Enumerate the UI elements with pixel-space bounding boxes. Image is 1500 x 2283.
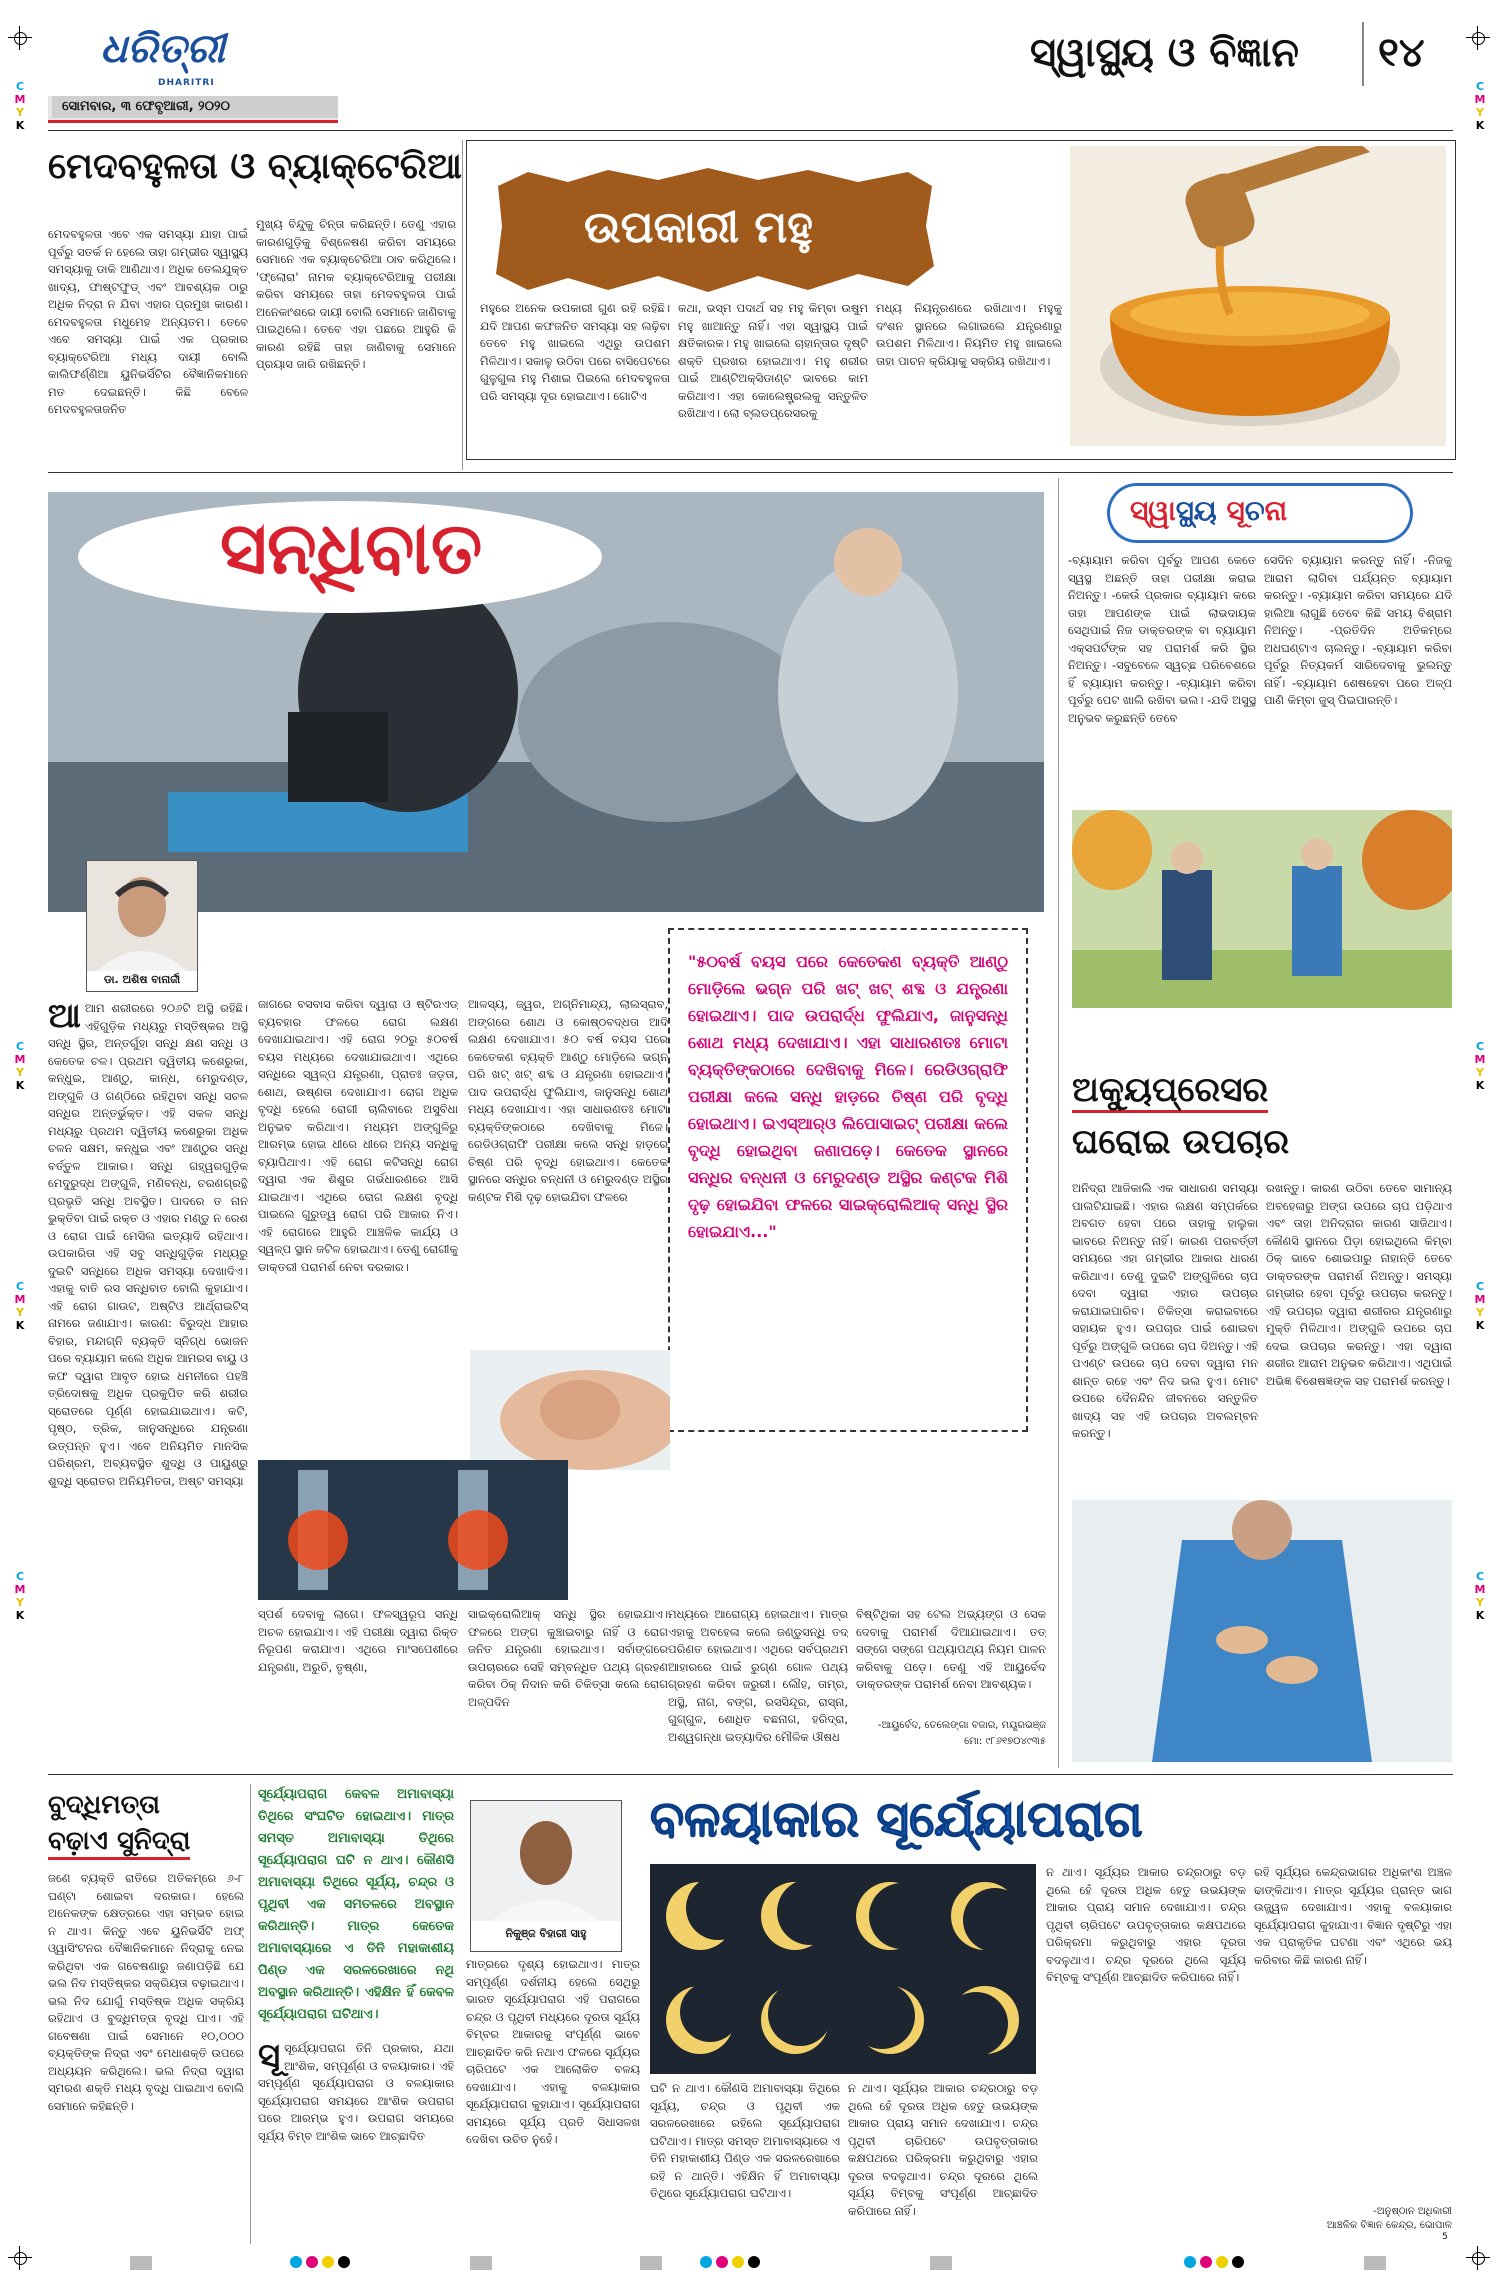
divider xyxy=(1058,478,1059,1768)
eclipse-column-e-right: ରହି ସୂର୍ଯ୍ୟର କେନ୍ଦ୍ରଭାଗର ଅଧିକାଂଶ ଅଞ୍ଚଳ ଢାଙ୍କିଥାଏ। ମାତ୍ର ସୂର୍ଯ୍ୟର ପ୍ରାନ୍ତ ଭାଗ ଉଜ୍ଜ୍ୱଳ ଦେଖାଯାଏ। ଏହାକୁ ବଳୟାକାର ସୂର୍ଯ୍ୟୋପରାଗ କୁହାଯାଏ। ବିଜ୍ଞାନ ଦୃଷ୍ଟିରୁ ଏହା ଏକ ପ୍ରାକୃତିକ ଘଟଣା ଏବଂ ଏଥିରେ ଭୟ କରିବାର କିଛି କାରଣ ନାହିଁ। xyxy=(1254,1865,1452,1967)
arthritis-column-2: ଜାଗରେ ବସବାସ କରିବା ଦ୍ୱାରା ଓ ଷ୍ଟିରଏଡ୍ ବ୍ୟବହାର ଫଳରେ ରୋଗ ଲକ୍ଷଣ ଦେଖାଯାଇଥାଏ। ଏହି ରୋଗ ୨୦ରୁ ୫୦ବର୍ଷ ବୟସ ମଧ୍ୟରେ ଦେଖାଯାଇଥାଏ। ଏଥିରେ ସନ୍ଧିରେ ସ୍ୱଳ୍ପ ଯନ୍ତ୍ରଣା, ପ୍ରାତଃ ଜଡ଼ତା, ଶୋଥ, ଉଷ୍ଣତା ଦେଖାଯାଏ। ରୋଗ ଅଧିକ ବୃଦ୍ଧି ହେଲେ ରୋଗୀ ଚାଲିବାରେ ଅସୁବିଧା ଅନୁଭବ କରିଥାଏ। ମଧ୍ୟମ ଅଙ୍ଗୁଳିରୁ ଆରମ୍ଭ ହୋଇ ଧୀରେ ଧୀରେ ଅନ୍ୟ ସନ୍ଧିକୁ ବ୍ୟାପିଥାଏ। ଏହି ରୋଗ କଟିସନ୍ଧି ରୋଗ ଦ୍ୱାରା ଏକ ଶିଶୁର ଗର୍ଭଧାରଣରେ ଆସି ଯାଇଥାଏ। ଏଥିରେ ରୋଗ ଲକ୍ଷଣ ବୃଦ୍ଧି ପାଇଲେ ଗୁରୁତ୍ୱ ରୋଗ ପରି ଆକାର ନିଏ। ଏହି ରୋଗରେ ଆହୁରି ଆଞ୍ଚଳିକ କାର୍ଯ୍ୟ ଓ ସ୍ୱଳ୍ପ ସ୍ଥାନ ଜଟିଳ ହୋଇଥାଏ। ତେଣୁ ରୋଗୀକୁ ଡାକ୍ତରୀ ପରାମର୍ଶ ନେବା ଦରକାର। xyxy=(258,997,458,1274)
registration-mark xyxy=(8,2246,32,2270)
divider xyxy=(250,1784,251,2244)
section-rule xyxy=(48,472,1453,473)
cmyk-marker: C M Y K xyxy=(14,1040,26,1092)
acupressure-title-line-2: ଘରୋଇ ଉପଚାର xyxy=(1072,1122,1290,1162)
acupressure-column-2: ରଖନ୍ତୁ। କାରଣ ଉଠିବା ତେବେ ସାମାନ୍ୟ ଅବହେଳାରୁ ଅଙ୍ଗ ଉପରେ ଚାପ ପଡ଼ିଥାଏ ଏବଂ ତାହା ଅନିଦ୍ରାର କାରଣ ସାଜିଥାଏ। କୌଣସି ସ୍ଥାନରେ ପିଡ଼ା ହୋଇଥିଲେ କିମ୍ବା ଠିକ୍ ଭାବେ ଶୋଇପାରୁ ନାହାନ୍ତି ତେବେ ଡାକ୍ତରଙ୍କ ପରାମର୍ଶ ନିଅନ୍ତୁ। ସମସ୍ୟା ଗମ୍ଭୀର ହେବା ପୂର୍ବରୁ ଉପଚାର କରନ୍ତୁ। ଏହି ଉପଚାର ଦ୍ୱାରା ଶରୀରର ଯନ୍ତ୍ରଣାରୁ ମୁକ୍ତି ମିଳିଥାଏ। ଅଙ୍ଗୁଳି ଉପରେ ଚାପ ଦେଇ ଉପଚାର କରନ୍ତୁ। ଏହା ଦ୍ୱାରା ଶରୀର ଆରାମ ଅନୁଭବ କରିଥାଏ। ଏଥିପାଇଁ ଅଭିଜ୍ଞ ବିଶେଷଜ୍ଞଙ୍କ ସହ ପରାମର୍ଶ କରନ୍ତୁ। xyxy=(1266,1181,1452,1388)
masthead xyxy=(48,22,348,104)
back-massage-illustration xyxy=(1072,1500,1452,1762)
color-registration-strip xyxy=(290,2256,350,2270)
honey-column-3: ମଧ୍ୟ ନିୟନ୍ତ୍ରଣରେ ରଖିଥାଏ। ମହୁକୁ ଦଂଶନ ସ୍ଥାନରେ ଲଗାଇଲେ ଯନ୍ତ୍ରଣାରୁ ଉପଶମ ମିଳିଥାଏ। ନିୟମିତ ମହୁ ଖାଇଲେ ତାହା ପାଚନ କ୍ରିୟାକୁ ସକ୍ରିୟ ରଖିଥାଏ। xyxy=(876,301,1062,368)
grey-patch xyxy=(1364,2256,1386,2270)
honey-headline-banner xyxy=(488,166,938,296)
arthritis-column-1: ଆ ଆମ ଶରୀରରେ ୨୦୬ଟି ଅସ୍ଥି ରହିଛି। ଏହିଗୁଡ଼ିକ ମଧ୍ୟରୁ ମସ୍ତିଷ୍କର ଅସ୍ଥି ସନ୍ଧି ସ୍ଥିର, ଅନ୍ତର୍ଗୁହା ସନ୍ଧି କ୍ଷଣ ସନ୍ଧି ଓ କେତେକ ଚଳ। ପ୍ରଥମ ଦ୍ୱିତୀୟ କଶେରୁକା, କନ୍ଧୁଇ, ଆଣ୍ଠୁ, କାନ୍ଧ, ମେରୁଦଣ୍ଡ, ଅଙ୍ଗୁଳି ଓ ଗଣ୍ଠିରେ ରହିଥିବା ସନ୍ଧି ସଚଳ ସନ୍ଧିର ଅନ୍ତର୍ଭୁକ୍ତ। ଏହି ସକଳ ସନ୍ଧି ମଧ୍ୟରୁ ପ୍ରଥମ ଦ୍ୱିତୀୟ କଶେରୁକା ଅଧିକ ଚଳନ ସକ୍ଷମ, କନ୍ଧୁଇ ଏବଂ ଆଣ୍ଠୁର ସନ୍ଧି ବର୍ତ୍ତୁଳ ଆକାର। ସନ୍ଧି ଗହ୍ୱରଗୁଡ଼ିକ ମେଦୁରୁଦ୍ଧ ଅଙ୍ଗୁଳି, ମଣିବନ୍ଧ, ଚରଣଗ୍ରନ୍ଥି ପ୍ରଭୃତି ସନ୍ଧି ଅବସ୍ଥିତ। ପାଦରେ ତ ନାନ ଭୁକ୍ତିବା ପାଇଁ ରକ୍ତ ଓ ଏହାର ମଣ୍ଡୁ ନ ରେଶ ଓ ରୋଗ ପାଇଁ ମେସିଲ ଇତ୍ୟାଦି ରହିଥାଏ। ଉପକାରିତା ଏହି ସବୁ ସନ୍ଧିଗୁଡ଼ିକ ମଧ୍ୟରୁ ଦୁଇଟି ସନ୍ଧିରେ ଅଧିକ ସମସ୍ୟା ଦେଖାଦିଏ। ଏହାକୁ ବାତି ରସ ସନ୍ଧିବାତ ବୋଲି କୁହାଯାଏ। ଏହି ରୋଗ ଗାଉଟ, ଅଷ୍ଟିଓ ଆର୍ଥ୍ରାଇଟିସ୍ ନାମରେ ଜଣାଯାଏ। କାରଣ: ବିରୁଦ୍ଧ ଆହାର ବିହାର, ମନ୍ଦାଗ୍ନି ବ୍ୟକ୍ତି ସ୍ନିଗ୍ଧ ଭୋଜନ ପରେ ବ୍ୟାୟାମ କଲେ ଅଧିକ ଆମରସ ବାୟୁ ଓ କଫ ଦ୍ୱାରା ଆବୃତ ହୋଇ ଧମନୀରେ ପହଞ୍ଚି ତ୍ରିଦୋଷକୁ ଅଧିକ ପ୍ରକୁପିତ କରି ଶରୀର ସ୍ରୋତରେ ପୂର୍ଣ୍ଣ ହୋଇଯାଇଥାଏ। କଟି, ପୃଷ୍ଠ, ତ୍ରିକ, ଜାନୁସନ୍ଧିରେ ଯନ୍ତ୍ରଣା ଉତ୍ପନ୍ନ ହୁଏ। ଏବେ ଅନିୟମିତ ମାନସିକ ପରିଶ୍ରମ, ଅବ୍ୟବସ୍ଥିତ ଶୁଦ୍ଧି ଓ ପାୟୁଶ୍ରୁ ଶୁଦ୍ଧି ସ୍ରୋତର ଅନିୟମିତତା, ଅଷ୍ଟ ସମସ୍ୟା xyxy=(48,1000,248,1488)
acupressure-title-line-1: ଅକ୍ୟୁପ୍ରେସର xyxy=(1072,1070,1268,1113)
intelligence-body: ଜଣେ ବ୍ୟକ୍ତି ରାତିରେ ଅତିକମ୍‌ରେ ୬-୮ ଘଣ୍ଟା ଶୋଇବା ଦରକାର। ହେଲେ ଅନେକଙ୍କ କ୍ଷେତ୍ରରେ ଏହା ସମ୍ଭବ ହୋଇ ନ ଥାଏ। କିନ୍ତୁ ଏବେ ୟୁନିଭର୍ସିଟି ଅଫ୍ ଓ୍ୱାସିଂଟନର ବୈଜ୍ଞାନିକମାନେ ନିଦ୍ରାକୁ ନେଇ କରିଥିବା ଏକ ଗବେଷଣାରୁ ଜଣାପଡ଼ିଛି ଯେ ଭଲ ନିଦ ମସ୍ତିଷ୍କର ସକ୍ରିୟତା ବଢ଼ାଇଥାଏ। ଭଲ ନିଦ ଯୋଗୁଁ ମସ୍ତିଷ୍କ ଅଧିକ ସକ୍ରିୟ ରହିଥାଏ ଓ ବୁଦ୍ଧିମତ୍ତା ବୃଦ୍ଧି ପାଏ। ଏହି ଗବେଷଣା ପାଇଁ ସେମାନେ ୧୦,୦୦୦ ବ୍ୟକ୍ତିଙ୍କ ନିଦ୍ରା ଏବଂ ମେଧାଶକ୍ତି ଉପରେ ଅଧ୍ୟୟନ କରିଥିଲେ। ଭଲ ନିଦ୍ରା ଦ୍ୱାରା ସ୍ମରଣ ଶକ୍ତି ମଧ୍ୟ ବୃଦ୍ଧି ପାଇଥାଏ ବୋଲି ସେମାନେ କହିଛନ୍ତି। xyxy=(48,1871,244,2113)
eclipse-highlight: ସୂର୍ଯ୍ୟୋପରାଗ କେବଳ ଅମାବାସ୍ୟା ତିଥିରେ ସଂଘଟିତ ହୋଇଥାଏ। ମାତ୍ର ସମସ୍ତ ଅମାବାସ୍ୟା ତିଥିରେ ସୂର୍ଯ୍ୟୋପରାଗ ଘଟି ନ ଥାଏ। କୌଣସି ଅମାବାସ୍ୟା ତିଥିରେ ସୂର୍ଯ୍ୟ, ଚନ୍ଦ୍ର ଓ ପୃଥିବୀ ଏକ ସମତଳରେ ଅବସ୍ଥାନ କରିଥାନ୍ତି। ମାତ୍ର କେତେକ ଅମାବାସ୍ୟାରେ ଏ ତିନି ମହାକାଶୀୟ ପିଣ୍ଡ ଏକ ସରଳରେଖାରେ ନଥି ଅବସ୍ଥାନ କରିଥାନ୍ତି। ଏହିକ୍ଷିନ ହିଁ କେବଳ ସୂର୍ଯ୍ୟୋପରାଗ ଘଟିଥାଏ। xyxy=(258,1787,454,2022)
eclipse-column-a: ସୂ ସୂର୍ଯ୍ୟୋପରାଗ ତିନି ପ୍ରକାର, ଯଥା ଆଂଶିକ, ସମ୍ପୂର୍ଣ୍ଣ ଓ ବଳୟାକାର। ଏହି ସମ୍ପୂର୍ଣ୍ଣ ସୂର୍ଯ୍ୟୋପରାଗ ଓ ବଳୟାକାର ସୂର୍ଯ୍ୟୋପରାଗ ସମୟରେ ଆଂଶିକ ଉପରାଗ ପରେ ଆରମ୍ଭ ହୁଏ। ଉପରାଗ ସମୟରେ ସୂର୍ଯ୍ୟ ବିମ୍ବ ଆଂଶିକ ଭାବେ ଆଚ୍ଛାଦିତ xyxy=(258,2040,454,2143)
page-number: ୧୪ xyxy=(1378,30,1425,76)
eclipse-column-b: ମାତ୍ରରେ ଦୃଶ୍ୟ ହୋଇଥାଏ। ମାତ୍ର ସମ୍ପୂର୍ଣ୍ଣ ଦର୍ଶନୀୟ ହେଲେ ସେଥିରୁ ଭାରତ ସୂର୍ଯ୍ୟୋପରାଗ ଏହି ପରାଗରେ ଚନ୍ଦ୍ର ଓ ପୃଥିବୀ ମଧ୍ୟରେ ଦୂରତା ସୂର୍ଯ୍ୟ ବିମ୍ବର ଆକାରକୁ ସଂପୂର୍ଣ୍ଣ ଭାବେ ଆଚ୍ଛାଦିତ କରି ନଥାଏ ଫଳରେ ସୂର୍ଯ୍ୟର ଚାରିପଟେ ଏକ ଆଲୋକିତ ବଳୟ ଦେଖାଯାଏ। ଏହାକୁ ବଳୟାକାର ସୂର୍ଯ୍ୟୋପରାଗ କୁହାଯାଏ। ସୂର୍ଯ୍ୟୋପରାଗ ସମୟରେ ସୂର୍ଯ୍ୟ ପ୍ରତି ସିଧାସଳଖ ଦେଖିବା ଉଚିତ ନୁହେଁ। xyxy=(466,1957,640,2146)
grey-patch xyxy=(130,2256,152,2270)
pull-quote: "୫୦ବର୍ଷ ବୟସ ପରେ କେତେକଣ ବ୍ୟକ୍ତି ଆଣ୍ଠୁ ମୋଡ଼ିଲେ ଭଗ୍ନ ପରି ଖଟ୍ ଖଟ୍ ଶବ୍ଦ ଓ ଯନ୍ତ୍ରଣା ହୋଇଥାଏ। ପାଦ ଉପରାର୍ଦ୍ଧ ଫୁଲିଯାଏ, ଜାନୁସନ୍ଧି ଶୋଥ ମଧ୍ୟ ଦେଖାଯାଏ। ଏହା ସାଧାରଣତଃ ମୋଟା ବ୍ୟକ୍ତିଙ୍କଠାରେ ଦେଖିବାକୁ ମିଳେ। ରେଡିଓଗ୍ରାଫି ପରୀକ୍ଷା କଲେ ସନ୍ଧି ହାଡ଼ରେ ଚିଷ୍ଣ ପରି ବୃଦ୍ଧି ହୋଇଥାଏ। ଇଏସ୍‌ଆର୍‌ଓ ଲିପୋସାଇଟ୍ ପରୀକ୍ଷା କଲେ ବୃଦ୍ଧି ହୋଇଥିବା ଜଣାପଡ଼େ। କେତେକ ସ୍ଥାନରେ ସନ୍ଧିର ବନ୍ଧନୀ ଓ ମେରୁଦଣ୍ଡ ଅସ୍ଥିର କଣ୍ଟକ ମିଶି ଦୃଢ଼ ହୋଇଯିବା ଫଳରେ ସାଇକ୍ରୋଲିଆକ୍ ସନ୍ଧି ସ୍ଥିର ହୋଇଯାଏ..." xyxy=(688,952,1008,1241)
arthritis-phone: ମୋ: ୯୮୬୧୭୦୪୯୩୫ xyxy=(964,1736,1046,1747)
acupressure-column-1: ଅନିଦ୍ରା ଆଜିକାଲି ଏକ ସାଧାରଣ ସମସ୍ୟା ପାଲଟିଯାଇଛି। ଏହାର ଲକ୍ଷଣ ସମ୍ପର୍କରେ ଅବଗତ ହେବା ପରେ ତାହାକୁ ହାଲୁକା ଭାବରେ ନିଅନ୍ତୁ ନାହିଁ। କାରଣ ପରବର୍ତ୍ତୀ ସମୟରେ ଏହା ଗମ୍ଭୀର ଆକାର ଧାରଣ କରିଥାଏ। ତେଣୁ ଦୁଇଟି ଅଙ୍ଗୁଳିରେ ଚାପ ଦେବା ଦ୍ୱାରା ଏହାର ଉପଚାର କରାଯାଇପାରିବ। ଚିକିତ୍ସା କରାଇବାରେ ସହାୟକ ହୁଏ। ଉପଚାର ପାଇଁ ଶୋଇବା ପୂର୍ବରୁ ଅଙ୍ଗୁଳି ଉପରେ ଚାପ ଦିଅନ୍ତୁ। ଏହି ପଏଣ୍ଟ ଉପରେ ଚାପ ଦେବା ଦ୍ୱାରା ମନ ଶାନ୍ତ ରହେ ଏବଂ ନିଦ ଭଲ ହୁଏ। ମୋଟ ଉପରେ ଦୈନନ୍ଦିନ ଜୀବନରେ ସନ୍ତୁଳିତ ଖାଦ୍ୟ ସହ ଏହି ଉପଚାର ଅବଲମ୍ବନ କରନ୍ତୁ। xyxy=(1072,1181,1258,1440)
eclipse-author-name: ନିକୁଞ୍ଜ ବିହାରୀ ସାହୁ xyxy=(505,1927,587,1940)
arthritis-byline: -ଆୟୁର୍ବେଦ, ତେଲେଙ୍ଗା ବଜାର, ମୟୂରଭଞ୍ଜ xyxy=(877,1720,1046,1731)
knee-photo xyxy=(470,1350,670,1470)
dropcap: ସୂ xyxy=(258,2040,281,2076)
author-name: ଡା. ଅଶିଷ ବାନାର୍ଜୀ xyxy=(103,973,181,986)
eclipse-column-c: ଘଟି ନ ଥାଏ। କୌଣସି ଅମାବାସ୍ୟା ତିଥିରେ ସୂର୍ଯ୍ୟ, ଚନ୍ଦ୍ର ଓ ପୃଥିବୀ ଏକ ସରଳରେଖାରେ ରହିଲେ ସୂର୍ଯ୍ୟୋପରାଗ ଘଟିଥାଏ। ମାତ୍ର ସମସ୍ତ ଅମାବାସ୍ୟାରେ ଏ ତିନି ମହାକାଶୀୟ ପିଣ୍ଡ ଏକ ସରଳରେଖାରେ ରହି ନ ଥାନ୍ତି। ଏହିକ୍ଷିନ ହିଁ ଅମାବାସ୍ୟା ତିଥିରେ ସୂର୍ଯ୍ୟୋପରାଗ ଘଟିଥାଏ। xyxy=(650,2081,840,2200)
author-photo-frame xyxy=(86,860,198,992)
obesity-column-1: ମେଦବହୁଳତା ଏବେ ଏକ ସମସ୍ୟା ଯାହା ପାଇଁ ପୂର୍ବରୁ ସତର୍କ ନ ହେଲେ ତାହା ଗମ୍ଭୀର ସ୍ୱାସ୍ଥ୍ୟ ସମସ୍ୟାକୁ ଡାକି ଆଣିଥାଏ। ଅଧିକ ତେଲଯୁକ୍ତ ଖାଦ୍ୟ, ଫାଷ୍ଟଫୁଡ୍ ଏବଂ ଆବଶ୍ୟକ ଠାରୁ ଅଧିକ ନିଦ୍ରା ନ ଯିବା ଏହାର ପ୍ରମୁଖ କାରଣ। ମେଦବହୁଳତା ମଧୁମେହ ଅନ୍ୟତମ। ତେବେ ଏବେ ସମସ୍ୟା ପାଇଁ ଏକ ପ୍ରକାର ବ୍ୟାକ୍ଟେରିଆ ମଧ୍ୟ ଦାୟୀ ବୋଲି କାଲିଫର୍ଣ୍ଣିଆ ୟୁନିଭର୍ସିଟିର ବୈଜ୍ଞାନିକମାନେ ମତ ଦେଇଛନ୍ତି। କିଛି ବେଳେ ମେଦବହୁଳତାଜନିତ xyxy=(48,227,248,416)
obesity-headline: ମେଦବହୁଳତା ଓ ବ୍ୟାକ୍ଟେରିଆ xyxy=(48,146,462,187)
health-tips-header xyxy=(1110,486,1410,540)
registration-mark xyxy=(8,26,32,50)
arthritis-headline: ସନ୍ଧିବାତ xyxy=(220,506,483,590)
honey-column-2: କଥା, ଭସ୍ମ ପଦାର୍ଥ ସହ ମହୁ କିମ୍ବା ଉଷୁମ ମହୁ ଖାଆନ୍ତୁ ନାହିଁ। ଏହା ସ୍ୱାସ୍ଥ୍ୟ ପାଇଁ କ୍ଷତିକାରକ। ମହୁ ଖାଇଲେ ଚାହାନ୍ତାର ଦୃଷ୍ଟି ଶକ୍ତି ପ୍ରଖର ହୋଇଥାଏ। ମହୁ ଶରୀର ପାଇଁ ଆଣ୍ଟିଅକ୍ସିଡାଣ୍ଟ ଭାବରେ କାମ କରିଥାଏ। ଏହା କୋଲେଷ୍ଟ୍ରଲକୁ ସନ୍ତୁଳିତ ରଖିଥାଏ। ଲୋ ବ୍ଲଡପ୍ରେସରକୁ xyxy=(678,301,868,420)
honey-column-1: ମହୁରେ ଅନେକ ଉପକାରୀ ଗୁଣ ରହି ରହିଛି। ଯଦି ଆପଣ କଫଜନିତ ସମସ୍ୟା ସହ ଲଢ଼ିବା ତେବେ ମହୁ ଖାଇଲେ ଏଥିରୁ ଉପଶମ ମିଳିଥାଏ। ସକାଳୁ ଉଠିବା ପରେ ବାସିପେଟରେ ଗୁଳୁଗୁଳା ମହୁ ମିଶାଇ ପିଇଲେ ମେଦବହୁଳତା ପରି ସମସ୍ୟା ଦୂର ହୋଇଥାଏ। ଗୋଟିଏ xyxy=(480,301,670,403)
acupressure-header xyxy=(1072,1070,1402,1172)
arthritis-headline-shape xyxy=(70,492,610,622)
divider xyxy=(1362,22,1364,86)
issue-date: ସୋମବାର, ୩ ଫେବୃଆରୀ, ୨୦୨୦ xyxy=(62,99,230,114)
honey-headline: ଉପକାରୀ ମହୁ xyxy=(584,202,813,253)
eclipse-column-e-left: ନ ଥାଏ। ସୂର୍ଯ୍ୟର ଆକାର ଚନ୍ଦ୍ରଠାରୁ ବଡ଼ ଥିଲେ ହେଁ ଦୂରତା ଅଧିକ ହେତୁ ଉଭୟଙ୍କ ଆକାର ପ୍ରାୟ ସମାନ ଦେଖାଯାଏ। ଚନ୍ଦ୍ର ପୃଥିବୀ ଚାରିପଟେ ଉପବୃତ୍ତାକାର କକ୍ଷପଥରେ ପରିକ୍ରମା କରୁଥିବାରୁ ଏହାର ଦୂରତା ବଦଳୁଥାଏ। ଚନ୍ଦ୍ର ଦୂରରେ ଥିଲେ ସୂର୍ଯ୍ୟ ବିମ୍ବକୁ ସଂପୂର୍ଣ୍ଣ ଆଚ୍ଛାଦିତ କରିପାରେ ନାହିଁ। xyxy=(1046,1865,1246,1984)
cmyk-marker: C M Y K xyxy=(1474,1570,1486,1622)
health-tips-title: ସ୍ୱାସ୍ଥ୍ୟ ସୂଚନା xyxy=(1130,494,1288,527)
arthritis-column-5: ସାଇକ୍ରୋଲିଆକ୍ ସନ୍ଧି ସ୍ଥିର ହୋଇଯାଏ। ଫଳରେ ଅଙ୍ଗ କୁଞ୍ଚାଇବାରୁ ନାହିଁ ଓ ରୋଗ ଜନିତ ଯନ୍ତ୍ରଣା ହୋଇଥାଏ। ସର୍ବାଙ୍ଗରେ ଉପଚାରରେ ସେହି ସମ୍ବନ୍ଧିତ ପଥ୍ୟ ଗ୍ରହଣ କରିବା ଠିକ୍ ନିଦାନ କରି ଚିକିତ୍ସା କଲେ ରୋଗ ଅଳ୍ପଦିନ xyxy=(468,1607,668,1709)
eclipse-author-frame xyxy=(470,1800,622,1952)
registration-mark xyxy=(1466,2246,1490,2270)
cmyk-marker: C M Y K xyxy=(1474,1040,1486,1092)
color-registration-strip xyxy=(1184,2256,1244,2270)
honey-photo xyxy=(1070,146,1446,446)
eclipse-column-d: ନ ଥାଏ। ସୂର୍ଯ୍ୟର ଆକାର ଚନ୍ଦ୍ରଠାରୁ ବଡ଼ ଥିଲେ ହେଁ ଦୂରତା ଅଧିକ ହେତୁ ଉଭୟଙ୍କ ଆକାର ପ୍ରାୟ ସମାନ ଦେଖାଯାଏ। ଚନ୍ଦ୍ର ପୃଥିବୀ ଚାରିପଟେ ଉପବୃତ୍ତାକାର କକ୍ଷପଥରେ ପରିକ୍ରମା କରୁଥିବାରୁ ଏହାର ଦୂରତା ବଦଳୁଥାଏ। ଚନ୍ଦ୍ର ଦୂରରେ ଥିଲେ ସୂର୍ଯ୍ୟ ବିମ୍ବକୁ ସଂପୂର୍ଣ୍ଣ ଆଚ୍ଛାଦିତ କରିପାରେ ନାହିଁ। xyxy=(848,2081,1038,2218)
knee-illustration xyxy=(470,1350,670,1470)
seniors-exercising-illustration xyxy=(1072,810,1452,1008)
dropcap: ଆ xyxy=(48,1000,81,1036)
logo: ଧରିତ୍ରୀ xyxy=(100,26,225,72)
color-registration-strip xyxy=(700,2256,760,2270)
cmyk-marker: C M Y K xyxy=(1474,1280,1486,1332)
section-title: ସ୍ୱାସ୍ଥ୍ୟ ଓ ବିଜ୍ଞାନ xyxy=(1030,30,1299,76)
grey-patch xyxy=(640,2256,662,2270)
arthritis-column-6: ମଧ୍ୟରେ ଆରୋଗ୍ୟ ହୋଇଥାଏ। ମାତ୍ର ଏହାକୁ ଅବହେଳା କଲେ ଜଣ୍ଡୁସନ୍ଧି ତଦ୍ ପରିଣତ ହୋଇଥାଏ। ଏଥିରେ ସର୍ବପ୍ରଥମ ଆହାରରେ ପାଇଁ ରୁଗ୍ଣ ଗୋଳ ପଥ୍ୟ ଗ୍ରହଣ କରିବା ଜରୁରୀ। ଲୌହ, ତାମ୍ର, ଅସ୍ଥି, ନାଗ, ବଙ୍ଗ, ରସସିନ୍ଦୂର, ରାସ୍ନା, ଗୁଗ୍ଗୁଳ, ଶୋଧିତ ବଛନାଗ, ହରିଦ୍ରା, ଅଶ୍ୱଗନ୍ଧା ଇତ୍ୟାଦିର ମୌଳିକ ଔଷଧ xyxy=(668,1607,848,1744)
park-exercise-photo xyxy=(1072,810,1452,1008)
honey-bowl-illustration xyxy=(1070,146,1446,446)
back-treatment-photo xyxy=(1072,1500,1452,1762)
page-mark: 5 xyxy=(1442,2232,1448,2242)
xray-photo xyxy=(258,1460,568,1600)
eclipse-headline: ବଳୟାକାର ସୂର୍ଯ୍ୟୋପରାଗ xyxy=(650,1790,1143,1848)
arthritis-column-7: ବିଷ୍ଟିଥିକା ସହ ଟେଲ ଅଭ୍ୟଙ୍ଗ ଓ ସେକ ଦେବାକୁ ପରାମର୍ଶ ଦିଆଯାଇଥାଏ। ତତ୍ ସଙ୍ଗେ ସଙ୍ଗେ ପଥ୍ୟାପଥ୍ୟ ନିୟମ ପାଳନ କରିବାକୁ ପଡ଼େ। ତେଣୁ ଏହି ଆୟୁର୍ବେଦ ଡାକ୍ତରଙ୍କ ପରାମର୍ଶ ନେବା ଆବଶ୍ୟକ। xyxy=(856,1607,1046,1691)
section-rule xyxy=(48,1774,1453,1775)
arthritis-column-3: ଆଳସ୍ୟ, ଜ୍ୱର, ଅଗ୍ନିମାନ୍ଦ୍ୟ, ଲାଲସ୍ରାବ, ଅଙ୍ଗରେ ଶୋଥ ଓ କୋଷ୍ଠବଦ୍ଧତା ଆଦି ଲକ୍ଷଣ ଦେଖାଯାଏ। ୫୦ ବର୍ଷ ବୟସ ପରେ କେତେକଣ ବ୍ୟକ୍ତି ଆଣ୍ଠୁ ମୋଡ଼ିଲେ ଭଗ୍ନ ପରି ଖଟ୍ ଖଟ୍ ଶବ୍ଦ ଓ ଯନ୍ତ୍ରଣା ହୋଇଥାଏ। ପାଦ ଉପରାର୍ଦ୍ଧ ଫୁଲିଯାଏ, ଜାନୁସନ୍ଧି ଶୋଥ ମଧ୍ୟ ଦେଖାଯାଏ। ଏହା ସାଧାରଣତଃ ମୋଟା ବ୍ୟକ୍ତିଙ୍କଠାରେ ଦେଖିବାକୁ ମିଳେ। ରେଡିଓଗ୍ରାଫି ପରୀକ୍ଷା କଲେ ସନ୍ଧି ହାଡ଼ରେ ଚିଷ୍ଣ ପରି ବୃଦ୍ଧି ହୋଇଥାଏ। କେତେକ ସ୍ଥାନରେ ସନ୍ଧିର ବନ୍ଧନୀ ଓ ମେରୁଦଣ୍ଡ ଅସ୍ଥିର କଣ୍ଟକ ମିଶି ଦୃଢ଼ ହୋଇଯିବା ଫଳରେ xyxy=(468,997,668,1204)
health-tips-column-1: -ବ୍ୟାୟାମ କରିବା ପୂର୍ବରୁ ଆପଣ କେତେ ସ୍ୱସ୍ଥ ଅଛନ୍ତି ତାହା ପରୀକ୍ଷା କରାଇ ନିଅନ୍ତୁ। -କେଉଁ ପ୍ରକାର ବ୍ୟାୟାମ କରେ ତାହା ଆପଣଙ୍କ ପାଇଁ ଲାଭଦାୟକ ସେଥିପାଇଁ ନିଜ ଡାକ୍ତରଙ୍କ ବା ବ୍ୟାୟାମ ଏକ୍ସପର୍ଟଙ୍କ ସହ ପରାମର୍ଶ କରି ସ୍ଥିର ନିଅନ୍ତୁ। -ସବୁବେଳେ ସ୍ୱଚ୍ଛ ପରିବେଶରେ ହିଁ ବ୍ୟାୟାମ କରନ୍ତୁ। -ବ୍ୟାୟାମ କରିବା ପୂର୍ବରୁ ପେଟ ଖାଲି ରଖିବା ଭଲ। -ଯଦି ଅସୁସ୍ଥ ଅନୁଭବ କରୁଛନ୍ତି ତେବେ xyxy=(1068,553,1256,725)
obesity-column-2: ମୁଖ୍ୟ ବିନ୍ଦୁକୁ ଚିନ୍ତା କରିଛନ୍ତି। ତେଣୁ ଏହାର କାରଣଗୁଡ଼ିକୁ ବିଶ୍ଳେଷଣ କରିବା ସମୟରେ ସେମାନେ ଏକ ବ୍ୟାକ୍ଟେରିଆ ଠାବ କରିଥିଲେ। 'ଫ୍ଲୋରା' ନାମକ ବ୍ୟାକ୍ଟେରିଆକୁ ପରୀକ୍ଷା କରିବା ସମୟରେ ତାହା ମେଦବହୁଳତା ପାଇଁ ଅନେକାଂଶରେ ଦାୟୀ ବୋଲି ସେମାନେ ଜାଣିବାକୁ ପାଇଥିଲେ। ତେବେ ଏହା ପଛରେ ଆହୁରି କି କାରଣ ରହିଛି ତାହା ଜାଣିବାକୁ ସେମାନେ ପ୍ରୟାସ ଜାରି ରଖିଛନ୍ତି। xyxy=(256,217,456,371)
divider xyxy=(462,140,463,470)
grey-patch xyxy=(470,2256,492,2270)
registration-mark xyxy=(1466,26,1490,50)
eclipse-phases-photo xyxy=(650,1864,1036,2074)
grey-patch xyxy=(930,2256,952,2270)
health-tips-column-2: ସେଦିନ ବ୍ୟାୟାମ କରନ୍ତୁ ନାହିଁ। -ନିଜକୁ ଆରାମ ଲାଗିବା ପର୍ଯ୍ୟନ୍ତ ବ୍ୟାୟାମ କରନ୍ତୁ। -ବ୍ୟାୟାମ କରିବା ସମୟରେ ଯଦି ହାଲିଆ ଲାଗୁଛି ତେବେ କିଛି ସମୟ ବିଶ୍ରାମ ନିଅନ୍ତୁ। -ପ୍ରତିଦିନ ଅତିକମ୍ରେ ଅଧଘଣ୍ଟାଏ ଚାଲନ୍ତୁ। -ବ୍ୟାୟାମ କରିବା ପୂର୍ବରୁ ନିତ୍ୟକର୍ମ ସାରିଦେବାକୁ ଭୁଲନ୍ତୁ ନାହିଁ। -ବ୍ୟାୟାମ ଶେଷହେବା ପରେ ଅଳ୍ପ ପାଣି କିମ୍ବା ଜୁସ୍ ପିଇପାରନ୍ତି। xyxy=(1264,553,1452,707)
pull-quote-box xyxy=(668,928,1028,1432)
eclipse-author-portrait xyxy=(471,1801,621,1921)
eclipse-phases-illustration xyxy=(650,1864,1036,2074)
intelligence-title-line-1: ବୁଦ୍ଧିମତ୍ତା xyxy=(48,1790,160,1820)
author-portrait xyxy=(87,861,197,971)
eclipse-byline-org: ଆଞ୍ଚଳିକ ବିଜ୍ଞାନ କେନ୍ଦ୍ର, ଭୋପାଳ xyxy=(1326,2220,1452,2231)
knee-xray-illustration xyxy=(258,1460,568,1600)
header-rule xyxy=(48,130,1453,131)
cmyk-marker: C M Y K xyxy=(14,80,26,132)
eclipse-byline: -ଅନୁଷ୍ଠାନ ଅଧିକାରୀ xyxy=(1373,2206,1452,2217)
cmyk-marker: C M Y K xyxy=(14,1280,26,1332)
intelligence-title-line-2: ବଢ଼ାଏ ସୁନିଦ୍ରା xyxy=(48,1826,190,1860)
arthritis-column-4: ସ୍ପର୍ଶ ଦେବାକୁ ଲାଗେ। ଫଳସ୍ୱରୂପ ସନ୍ଧି ଅଚଳ ହୋଇଯାଏ। ଏହି ପରୀକ୍ଷା ଦ୍ୱାରା ରିକ୍ତ ନିରୂପଣ କରାଯାଏ। ଏଥିରେ ମାଂସପେଶୀରେ ଯନ୍ତ୍ରଣା, ଅରୁଚି, ତୃଷ୍ଣା, xyxy=(258,1607,458,1674)
logo-subtitle: DHARITRI xyxy=(158,78,215,88)
cmyk-marker: C M Y K xyxy=(14,1570,26,1622)
cmyk-marker: C M Y K xyxy=(1474,80,1486,132)
date-bar xyxy=(48,96,338,123)
